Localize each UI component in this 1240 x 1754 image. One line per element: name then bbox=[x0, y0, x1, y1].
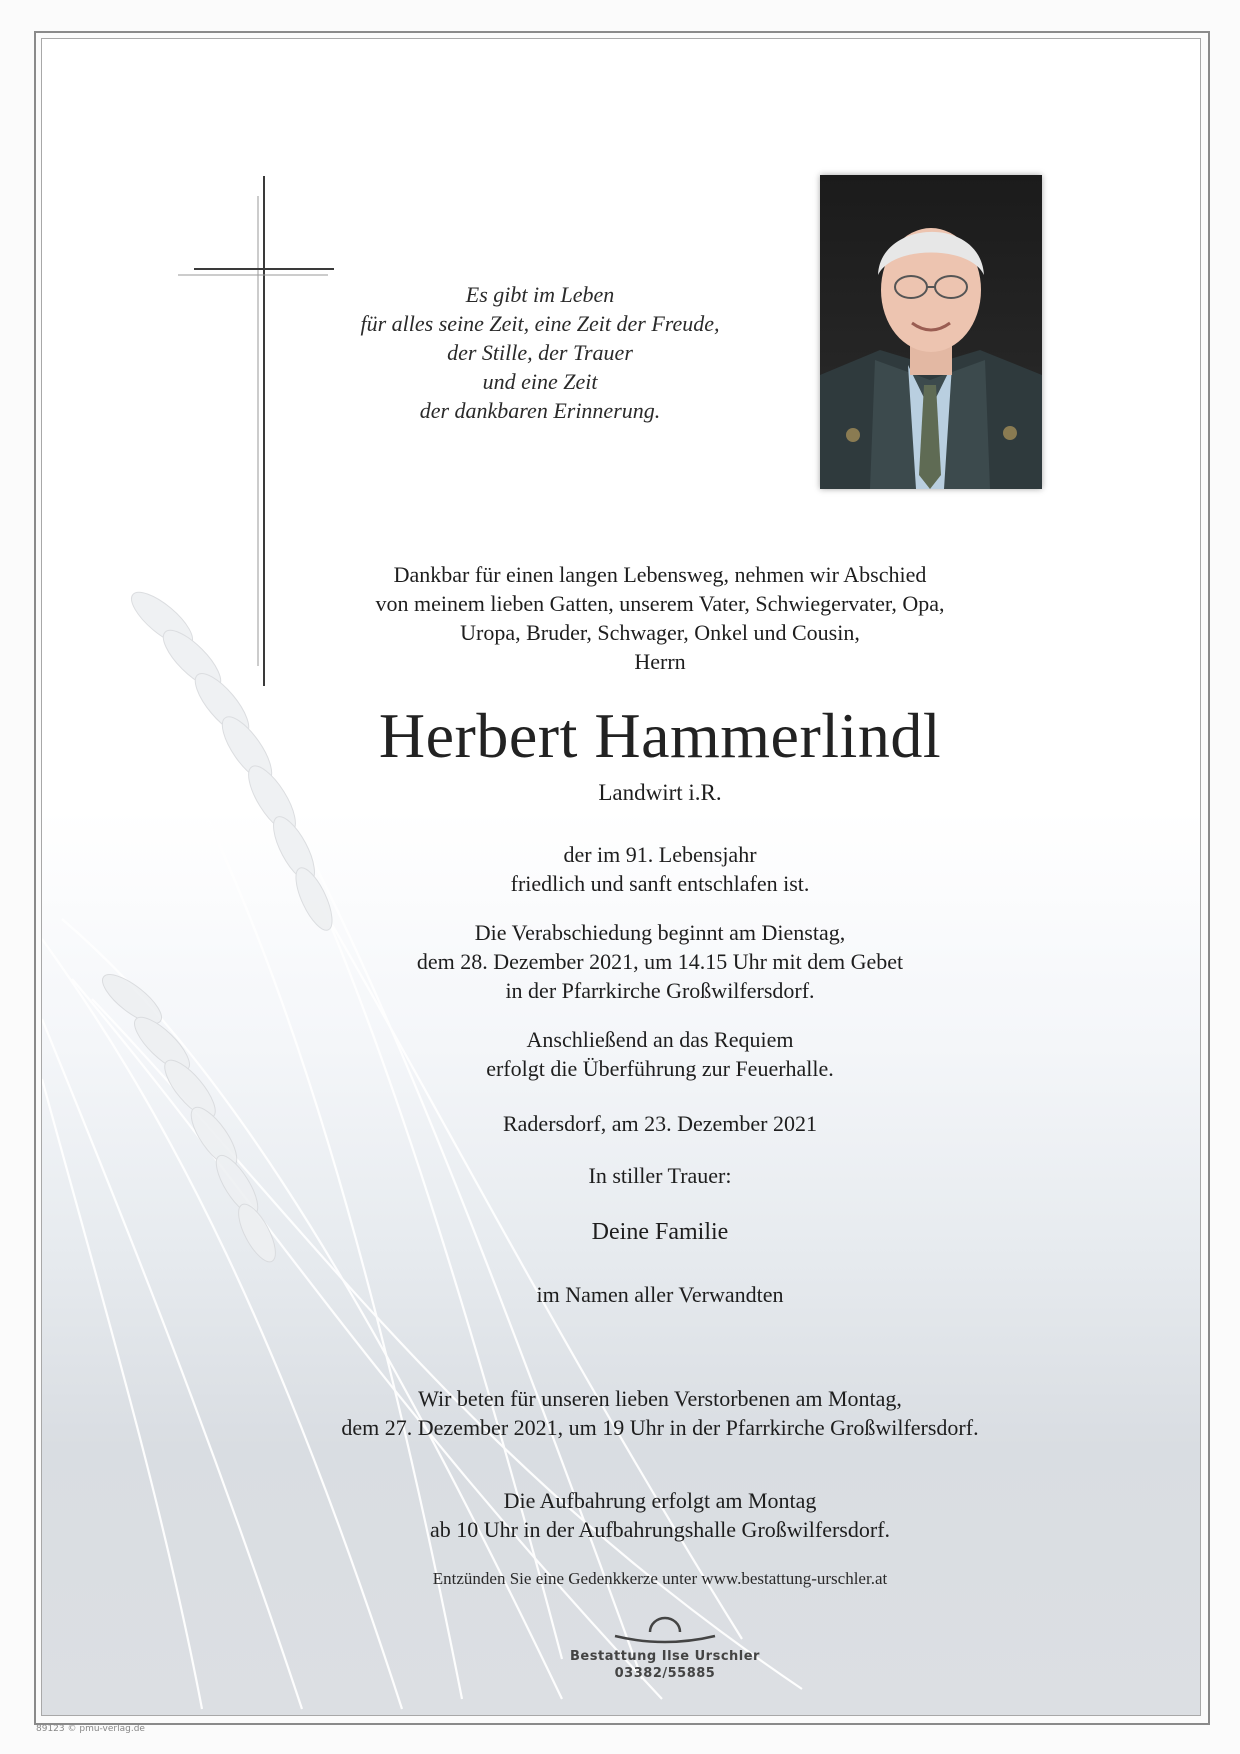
motto-verse bbox=[320, 280, 760, 425]
relatives-line: im Namen aller Verwandten bbox=[536, 1282, 784, 1307]
passing-text bbox=[200, 840, 1120, 898]
prayer-line: dem 27. Dezember 2021, um 19 Uhr in der Pfarrkirche Großwilfersdorf. bbox=[341, 1415, 979, 1440]
farewell-line: Die Verabschiedung beginnt am Dienstag, bbox=[474, 920, 846, 945]
farewell-text bbox=[200, 918, 1120, 1083]
passing-line: der im 91. Lebensjahr bbox=[563, 842, 757, 867]
undertaker-logo bbox=[540, 1612, 790, 1682]
undertaker-logo-icon bbox=[610, 1612, 720, 1648]
viewing-line: Die Aufbahrung erfolgt am Montag bbox=[503, 1488, 817, 1513]
intro-line: Uropa, Bruder, Schwager, Onkel und Cousin, bbox=[460, 620, 860, 645]
farewell-line: dem 28. Dezember 2021, um 14.15 Uhr mit dem Gebet bbox=[416, 949, 904, 974]
deceased-title: Landwirt i.R. bbox=[598, 780, 722, 805]
motto-line: der Stille, der Trauer bbox=[447, 340, 633, 365]
farewell-line: erfolgt die Überführung zur Feuerhalle. bbox=[486, 1056, 834, 1081]
portrait-photo bbox=[820, 175, 1042, 489]
prayer-line: Wir beten für unseren lieben Verstorbenen am Montag, bbox=[418, 1386, 902, 1411]
prayer-text bbox=[150, 1384, 1170, 1442]
mourning-label: In stiller Trauer: bbox=[588, 1163, 732, 1188]
passing-line: friedlich und sanft entschlafen ist. bbox=[510, 871, 810, 896]
place-date: Radersdorf, am 23. Dezember 2021 bbox=[502, 1111, 817, 1136]
motto-line: Es gibt im Leben bbox=[465, 282, 615, 307]
candle-note: Entzünden Sie eine Gedenkkerze unter www.bestattung-urschler.at bbox=[432, 1569, 888, 1588]
deceased-name: Herbert Hammerlindl bbox=[378, 700, 942, 771]
printer-mark: 89123 © pmu-verlag.de bbox=[36, 1724, 145, 1734]
undertaker-phone: 03382/55885 bbox=[614, 1666, 716, 1681]
intro-line: von meinem lieben Gatten, unserem Vater, Schwiegervater, Opa, bbox=[375, 591, 945, 616]
viewing-line: ab 10 Uhr in der Aufbahrungshalle Großwilfersdorf. bbox=[429, 1517, 891, 1542]
intro-line: Dankbar für einen langen Lebensweg, nehmen wir Abschied bbox=[393, 562, 927, 587]
motto-line: für alles seine Zeit, eine Zeit der Freude, bbox=[360, 311, 720, 336]
farewell-line: Anschließend an das Requiem bbox=[526, 1027, 794, 1052]
farewell-line: in der Pfarrkirche Großwilfersdorf. bbox=[505, 978, 815, 1003]
undertaker-name: Bestattung Ilse Urschler bbox=[570, 1649, 760, 1664]
intro-text bbox=[200, 560, 1120, 676]
intro-line: Herrn bbox=[634, 649, 686, 674]
family-signature: Deine Familie bbox=[591, 1219, 729, 1245]
motto-line: der dankbaren Erinnerung. bbox=[419, 398, 661, 423]
motto-line: und eine Zeit bbox=[482, 369, 598, 394]
viewing-text bbox=[200, 1486, 1120, 1544]
